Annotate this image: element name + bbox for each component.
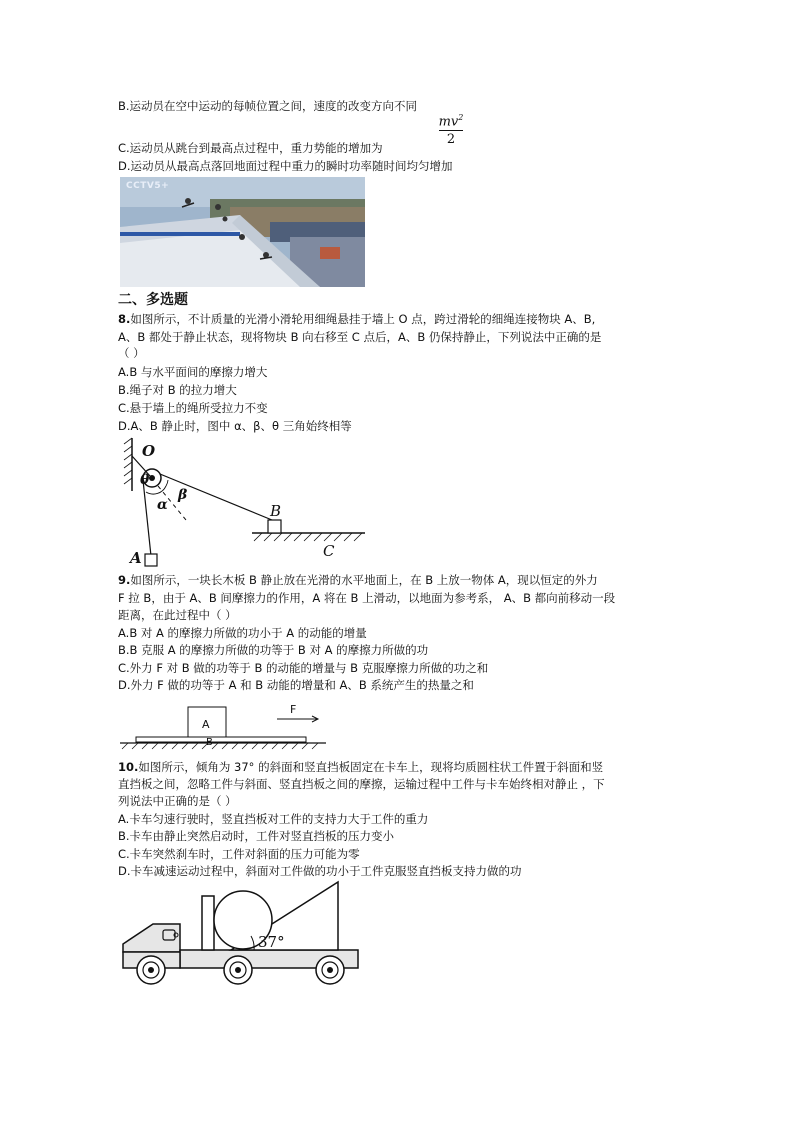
- q8-number: 8.: [118, 312, 131, 326]
- label-beta: β: [178, 487, 188, 503]
- fraction-numerator: mv: [438, 114, 459, 130]
- ski-jump-photo: [120, 177, 365, 287]
- q10-number: 10.: [118, 760, 139, 774]
- tv-logo: CCTV5+: [126, 181, 170, 191]
- q9-number: 9.: [118, 573, 131, 587]
- q9-option-c: C.外力 F 对 B 做的功等于 B 的动能的增量与 B 克服摩擦力所做的功之和: [118, 661, 489, 675]
- label-B: B: [206, 737, 213, 748]
- label-A: A: [130, 549, 142, 567]
- label-alpha: α: [157, 497, 168, 513]
- q9-stem1: 如图所示，一块长木板 B 静止放在光滑的水平地面上，在 B 上放一物体 A，现以恒定的外力: [130, 573, 598, 587]
- fraction-mv2-over-2: [436, 113, 466, 147]
- label-O: O: [142, 442, 156, 460]
- q10-option-d: D.卡车减速运动过程中，斜面对工件做的功小于工件克服竖直挡板支持力做的功: [118, 864, 522, 878]
- q10-option-a: A.卡车匀速行驶时，竖直挡板对工件的支持力大于工件的重力: [118, 812, 429, 826]
- q9-stem3: 距离，在此过程中（ ）: [118, 608, 237, 622]
- q9-stem2: F 拉 B，由于 A、B 间摩擦力的作用，A 将在 B 上滑动，以地面为参考系， A、B 都向前移动一段: [118, 591, 616, 605]
- label-37-degrees: 37°: [258, 933, 285, 951]
- wheel: [316, 956, 344, 984]
- q8-stem3: （ ）: [118, 346, 145, 360]
- option-b-prev: B.运动员在空中运动的每帧位置之间，速度的改变方向不同: [118, 99, 418, 113]
- section-title: 二、多选题: [118, 292, 188, 308]
- q9-stem-line1: [118, 572, 598, 588]
- wheel: [224, 956, 252, 984]
- q8-stem1: 如图所示，不计质量的光滑小滑轮用细绳悬挂于墙上 O 点，跨过滑轮的细绳连接物块 A、B,: [130, 312, 596, 326]
- option-d-prev: D.运动员从最高点落回地面过程中重力的瞬时功率随时间均匀增加: [118, 159, 453, 173]
- q8-stem-line1: [118, 311, 595, 327]
- wheel: [137, 956, 165, 984]
- q8-pulley-figure: [120, 436, 370, 568]
- q10-stem2: 直挡板之间，忽略工件与斜面、竖直挡板之间的摩擦，运输过程中工件与卡车始终相对静止 ，下: [118, 777, 605, 791]
- q10-stem3: 列说法中正确的是（ ）: [118, 794, 237, 808]
- q9-option-d: D.外力 F 做的功等于 A 和 B 动能的增量和 A、B 系统产生的热量之和: [118, 678, 474, 692]
- q8-option-c: C.悬于墙上的绳所受拉力不变: [118, 401, 268, 415]
- q10-truck-figure: [118, 878, 363, 990]
- label-A: A: [202, 718, 210, 731]
- q10-stem-line1: [118, 759, 603, 775]
- q9-board-figure: [118, 700, 328, 752]
- fraction-exponent: 2: [458, 113, 464, 122]
- q8-option-d: D.A、B 静止时，图中 α、β、θ 三角始终相等: [118, 419, 352, 433]
- q8-option-b: B.绳子对 B 的拉力增大: [118, 383, 237, 397]
- q9-option-b: B.B 克服 A 的摩擦力所做的功等于 B 对 A 的摩擦力所做的功: [118, 643, 429, 657]
- label-C: C: [323, 542, 335, 560]
- label-B: B: [270, 502, 282, 520]
- fraction-denominator: 2: [446, 132, 456, 148]
- q9-option-a: A.B 对 A 的摩擦力所做的功小于 A 的动能的增量: [118, 626, 367, 640]
- q10-option-b: B.卡车由静止突然启动时，工件对竖直挡板的压力变小: [118, 829, 395, 843]
- q8-option-a: A.B 与水平面间的摩擦力增大: [118, 365, 268, 379]
- q10-stem1: 如图所示，倾角为 37° 的斜面和竖直挡板固定在卡车上，现将均质圆柱状工件置于斜面和竖: [138, 760, 604, 774]
- q10-option-c: C.卡车突然刹车时，工件对斜面的压力可能为零: [118, 847, 360, 861]
- option-c-prev: C.运动员从跳台到最高点过程中，重力势能的增加为: [118, 141, 383, 155]
- label-F: F: [290, 703, 297, 716]
- q8-stem2: A、B 都处于静止状态，现将物块 B 向右移至 C 点后，A、B 仍保持静止，下列说法中正确的是: [118, 330, 602, 344]
- label-theta: θ: [140, 472, 150, 488]
